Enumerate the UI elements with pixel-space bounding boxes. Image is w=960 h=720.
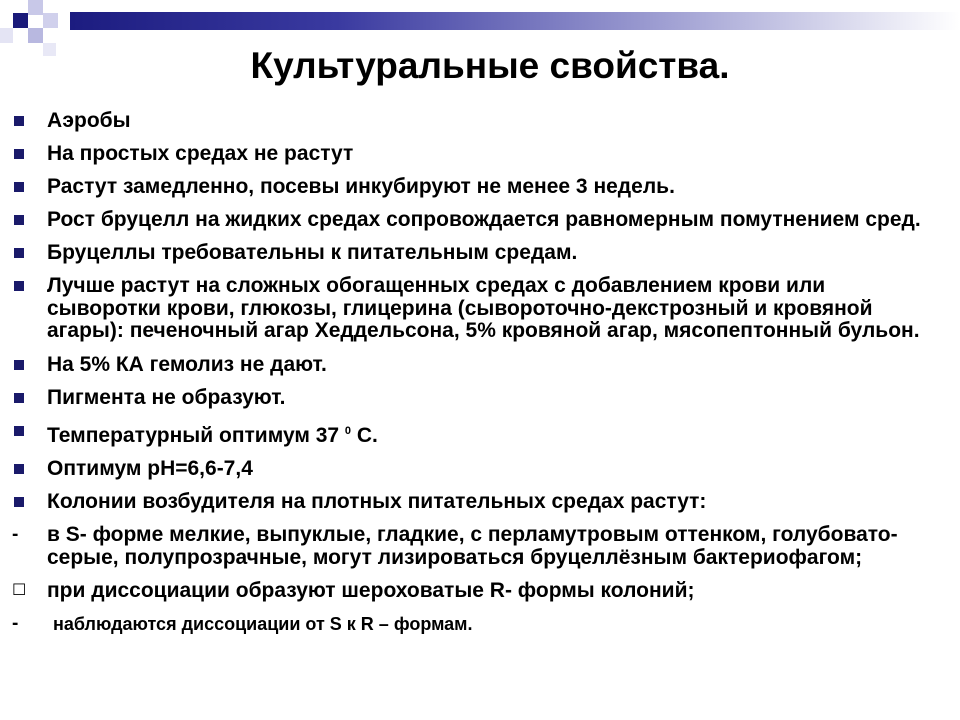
bullet-colonies: Колонии возбудителя на плотных питательных средах растут:	[10, 491, 940, 514]
square-bullet-icon	[10, 491, 40, 507]
bullet-ph: Оптимум рН=6,6-7,4	[10, 458, 940, 481]
bullet-demanding: Бруцеллы требовательны к питательным средам.	[10, 242, 940, 265]
bullet-simple-media: На простых средах не растут	[10, 143, 940, 166]
square-bullet-icon	[10, 387, 40, 403]
bullet-enriched-media: Лучше растут на сложных обогащенных средах с добавлением крови или сыворотки крови, глюкозы, глицерина (сывороточно-декстрозный и кровяной агары): печеночный агар Хеддельсона, 5% кровяной агар, мясопептонный бульон.	[10, 275, 940, 343]
square-bullet-icon	[10, 110, 40, 126]
dash-bullet-icon: -	[12, 612, 19, 634]
dash-bullet-icon: -	[12, 524, 19, 546]
bullet-hemolysis: На 5% КА гемолиз не дают.	[10, 354, 940, 377]
header-gradient-bar	[70, 12, 960, 30]
square-bullet-icon	[10, 354, 40, 370]
square-bullet-icon	[10, 209, 40, 225]
bullet-s-form: - в S- форме мелкие, выпуклые, гладкие, с перламутровым оттенком, голубовато-серые, полупрозрачные, могут лизироваться бруцеллёзным бактериофагом;	[12, 523, 898, 569]
bullet-liquid-media: Рост бруцелл на жидких средах сопровождается равномерным помутнением сред.	[10, 209, 940, 232]
bullet-pigment: Пигмента не образуют.	[10, 387, 940, 410]
square-bullet-icon	[10, 143, 40, 159]
square-bullet-icon	[10, 242, 40, 258]
bullet-temperature: Температурный оптимум 37 $^0$ С.	[10, 420, 940, 448]
square-bullet-icon	[10, 275, 40, 291]
box-bullet-icon: ☐	[12, 581, 27, 599]
square-bullet-icon	[10, 420, 40, 436]
slide-title: Культуральные свойства.	[250, 45, 730, 86]
square-bullet-icon	[10, 458, 40, 474]
square-bullet-icon	[10, 176, 40, 192]
bullet-dissociation: ☐ при диссоциации образуют шероховатые R- формы колоний;	[12, 578, 695, 602]
bullet-aerobes: Аэробы	[10, 110, 940, 133]
bullet-s-to-r: - наблюдаются диссоциации от S к R – формам.	[12, 612, 473, 634]
bullet-list	[10, 110, 940, 646]
bullet-slow-growth: Растут замедленно, посевы инкубируют не менее 3 недель.	[10, 176, 940, 199]
